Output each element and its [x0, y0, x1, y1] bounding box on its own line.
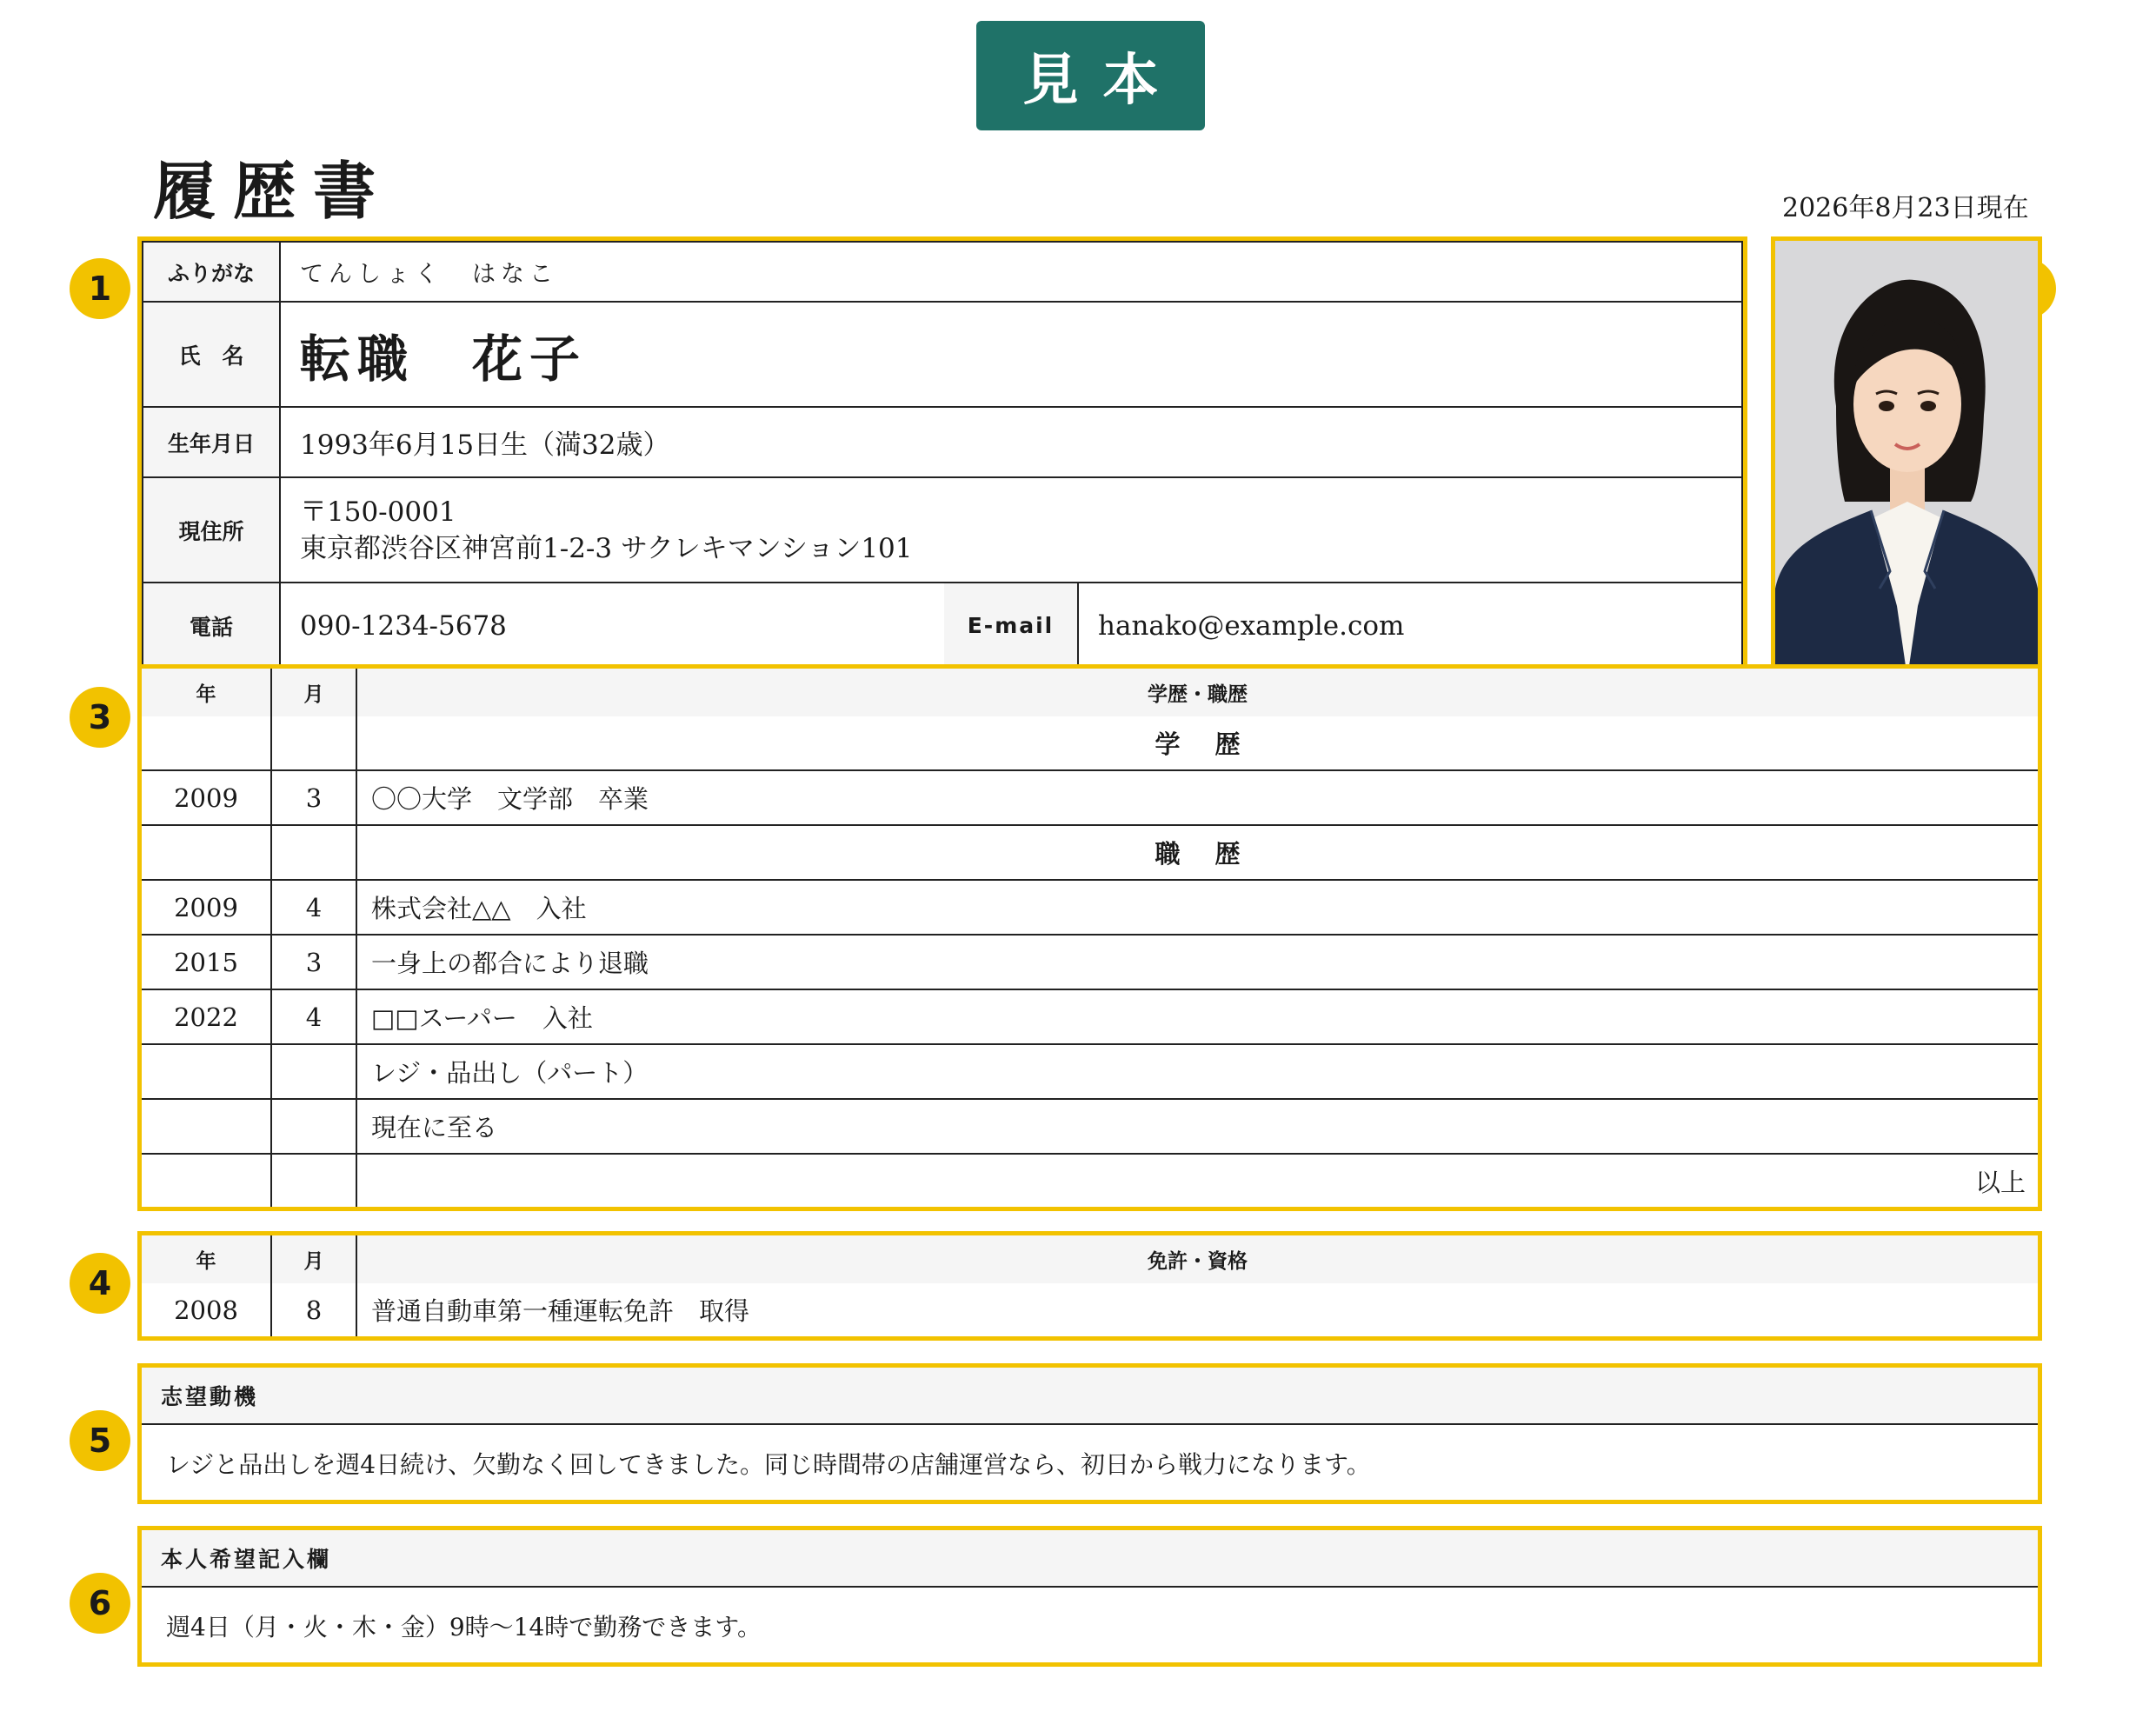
contact-row — [143, 583, 1741, 668]
table-row — [142, 1100, 2038, 1155]
table-row — [142, 881, 2038, 936]
row-month: 3 — [272, 771, 357, 824]
row-text: 現在に至る — [371, 1113, 498, 1142]
row-year: 2008 — [142, 1283, 272, 1336]
address-row — [143, 478, 1741, 583]
phone-value: 090-1234-5678 — [300, 609, 507, 642]
licenses-col-year: 年 — [142, 1235, 272, 1283]
licenses-col-month: 月 — [272, 1235, 357, 1283]
marker-4: 4 — [70, 1253, 130, 1314]
licenses-col-text: 免許・資格 — [1148, 1250, 1248, 1273]
street-address: 東京都渋谷区神宮前1-2-3 サクレキマンション101 — [300, 532, 913, 564]
row-text: 普通自動車第一種運転免許 取得 — [371, 1296, 750, 1326]
furigana-value: てんしょく はなこ — [300, 261, 558, 288]
marker-5: 5 — [70, 1410, 130, 1471]
work-heading: 職歴 — [1155, 839, 1275, 869]
table-row — [142, 1283, 2038, 1336]
row-text: 株式会社△△ 入社 — [371, 894, 587, 923]
history-col-month: 月 — [272, 669, 357, 716]
motivation-section — [137, 1363, 2042, 1504]
requests-text: 週4日（月・火・木・金）9時〜14時で勤務できます。 — [166, 1613, 762, 1641]
row-year: 2009 — [142, 881, 272, 934]
table-row — [142, 936, 2038, 990]
row-year: 2022 — [142, 990, 272, 1043]
row-text: □□スーパー 入社 — [371, 1003, 593, 1033]
education-heading: 学歴 — [1155, 729, 1275, 759]
postal-code: 〒150-0001 — [300, 496, 456, 528]
history-table — [142, 669, 2038, 1207]
licenses-section — [137, 1231, 2042, 1341]
education-heading-row — [142, 716, 2038, 771]
requests-heading: 本人希望記入欄 — [142, 1530, 2038, 1588]
portrait-illustration — [1775, 241, 2038, 666]
licenses-header-row — [142, 1235, 2038, 1283]
table-row — [142, 771, 2038, 826]
end-mark: 以上 — [1974, 1167, 2026, 1197]
birth-label: 生年月日 — [143, 408, 281, 476]
row-year — [142, 1045, 272, 1098]
name-row — [143, 303, 1741, 408]
requests-section — [137, 1526, 2042, 1667]
furigana-label: ふりがな — [143, 243, 281, 301]
marker-6: 6 — [70, 1573, 130, 1634]
row-text: レジ・品出し（パート） — [371, 1058, 649, 1088]
marker-3: 3 — [70, 687, 130, 748]
table-row — [142, 990, 2038, 1045]
motivation-text: レジと品出しを週4日続け、欠勤なく回してきました。同じ時間帯の店舗運営なら、初日から戦力になります。 — [166, 1450, 1371, 1479]
document-title: 履歴書 — [153, 154, 394, 228]
row-month: 4 — [272, 990, 357, 1043]
name-label: 氏 名 — [143, 303, 281, 406]
sample-badge: 見本 — [976, 21, 1205, 130]
furigana-row — [143, 243, 1741, 303]
history-col-text: 学歴・職歴 — [1148, 683, 1248, 706]
end-row — [142, 1155, 2038, 1207]
motivation-heading: 志望動機 — [142, 1368, 2038, 1425]
address-value — [281, 478, 1741, 582]
as-of-date: 2026年8月23日現在 — [1782, 193, 2029, 223]
table-row — [142, 1045, 2038, 1100]
history-section — [137, 664, 2042, 1211]
id-photo — [1771, 236, 2042, 670]
row-text: 〇〇大学 文学部 卒業 — [371, 784, 649, 814]
row-year — [142, 1100, 272, 1153]
row-month — [272, 1045, 357, 1098]
address-label: 現住所 — [143, 478, 281, 582]
work-heading-row — [142, 826, 2038, 881]
row-month: 4 — [272, 881, 357, 934]
row-year: 2009 — [142, 771, 272, 824]
row-text: 一身上の都合により退職 — [371, 949, 649, 978]
history-col-year: 年 — [142, 669, 272, 716]
marker-1: 1 — [70, 258, 130, 319]
birth-value: 1993年6月15日生（満32歳） — [300, 430, 670, 461]
profile-section — [137, 236, 1747, 670]
phone-label: 電話 — [143, 583, 281, 668]
name-value: 転職 花子 — [300, 329, 588, 389]
email-value: hanako@example.com — [1098, 609, 1405, 642]
row-month: 8 — [272, 1283, 357, 1336]
row-month: 3 — [272, 936, 357, 989]
row-month — [272, 1100, 357, 1153]
birth-row — [143, 408, 1741, 478]
email-label: E-mail — [944, 583, 1079, 668]
row-year: 2015 — [142, 936, 272, 989]
history-header-row — [142, 669, 2038, 716]
